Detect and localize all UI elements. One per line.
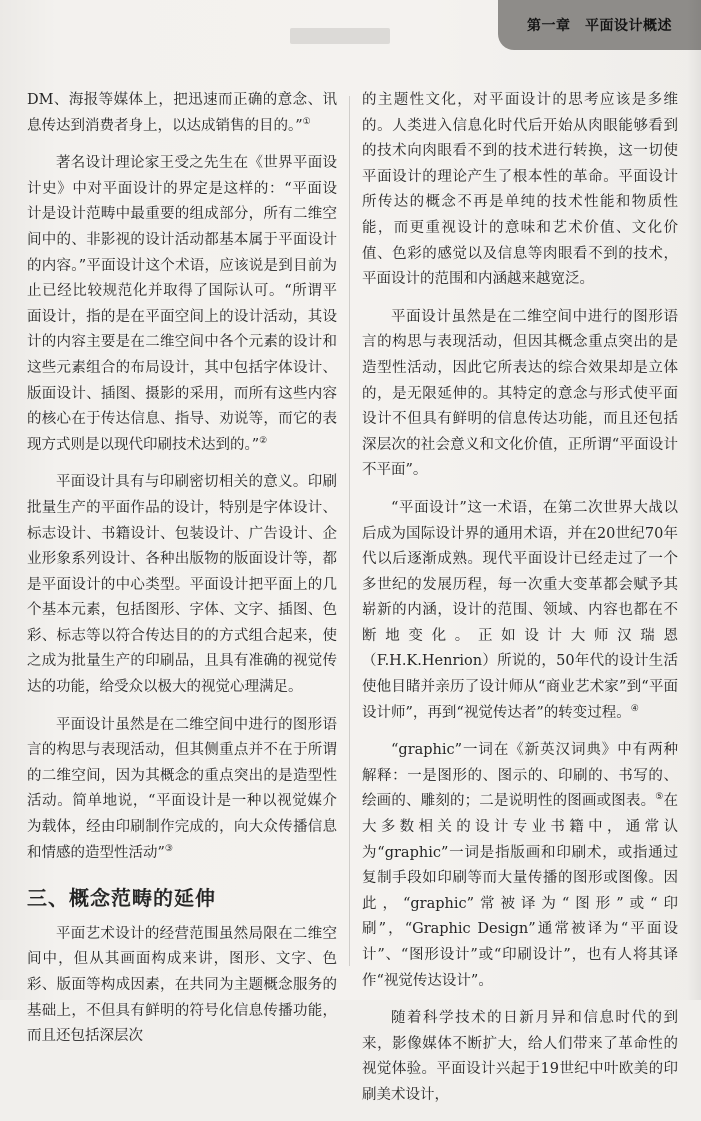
left-column	[27, 88, 337, 1062]
paragraph: “平面设计”这一术语，在第二次世界大战以后成为国际设计界的通用术语，并在20世纪70年代以后逐渐成熟。现代平面设计已经走过了一个多世纪的发展历程，每一次重大变革都会赋予其崭新的内涵，设计的范围、领域、内容也都在不断地变化。正如设计大师汉瑞恩（F.H.K.Henrion）所说的，50年代的设计生活使他目睹并亲历了设计师从“商业艺术家”到“平面设计师”，再到“视觉传达者”的转变过程。④	[362, 499, 678, 721]
footnote-marker: ④	[630, 703, 639, 714]
page-edge-shadow	[687, 0, 701, 1000]
right-column	[362, 88, 678, 1121]
paragraph: 的主题性文化，对平面设计的思考应该是多维的。人类进入信息化时代后开始从肉眼能够看到的技术向肉眼看不到的技术进行转换，这一切使平面设计的理论产生了根本性的革命。平面设计所传达的概念不再是单纯的技术性能和物质性能，而更重视设计的意味和艺术价值、文化价值、色彩的感觉以及信息等肉眼看不到的技术，平面设计的范围和内涵越来越宽泛。	[362, 92, 678, 288]
footnote-marker: ②	[259, 435, 268, 446]
paragraph: 平面设计虽然是在二维空间中进行的图形语言的构思与表现活动，但其侧重点并不在于所谓的二维空间，因为其概念的重点突出的是造型性活动。简单地说，“平面设计是一种以视觉媒介为载体，经由印刷制作完成的，向大众传播信息和情感的造型性活动”③	[27, 716, 337, 861]
footnote-marker: ③	[164, 843, 173, 854]
section-heading: 三、概念范畴的延伸	[27, 886, 216, 911]
paragraph: 随着科学技术的日新月异和信息时代的到来，影像媒体不断扩大，给人们带来了革命性的视觉体验。平面设计兴起于19世纪中叶欧美的印刷美术设计，	[362, 1010, 678, 1103]
paragraph: 平面设计虽然是在二维空间中进行的图形语言的构思与表现活动，但因其概念重点突出的是造型性活动，因此它所表达的综合效果却是立体的，是无限延伸的。其特定的意念与形式使平面设计不但具有鲜明的信息传达功能，而且还包括深层次的社会意义和文化价值，正所谓“平面设计不平面”。	[362, 308, 678, 479]
column-divider	[349, 96, 350, 966]
chapter-header-tab	[498, 0, 701, 50]
faded-header-mark	[290, 28, 390, 44]
paragraph: DM、海报等媒体上，把迅速而正确的意念、讯息传达到消费者身上，以达成销售的目的。”①	[27, 92, 337, 134]
paragraph: 平面设计具有与印刷密切相关的意义。印刷批量生产的平面作品的设计，特别是字体设计、标志设计、书籍设计、包装设计、广告设计、企业形象系列设计、各种出版物的版面设计等，都是平面设计的中心类型。平面设计把平面上的几个基本元素，包括图形、字体、文字、插图、色彩、标志等以符合传达目的的方式组合起来，使之成为批量生产的印刷品，且具有准确的视觉传达的功能，给受众以极大的视觉心理满足。	[27, 474, 337, 696]
paragraph: “graphic”一词在《新英汉词典》中有两种解释：一是图形的、图示的、印刷的、书写的、绘画的、雕刻的；二是说明性的图画或图表。⑤在大多数相关的设计专业书籍中，通常认为“graphic”一词是指版画和印刷术，或指通过复制手段如印刷等而大量传播的图形或图像。因此，“graphic”常被译为“图形”或“印刷”，“Graphic Design”通常被译为“平面设计”、“图形设计”或“印刷设计”，也有人将其译作“视觉传达设计”。	[362, 742, 678, 989]
paragraph: 著名设计理论家王受之先生在《世界平面设计史》中对平面设计的界定是这样的：“平面设计是设计范畴中最重要的组成部分，所有二维空间中的、非影视的设计活动都基本属于平面设计的内容。”平面设计这个术语，应该说是到目前为止已经比较规范化并取得了国际认可。“所谓平面设计，指的是在平面空间上的设计活动，其设计的内容主要是在二维空间中各个元素的设计和这些元素组合的布局设计，其中包括字体设计、版面设计、插图、摄影的采用，而所有这些内容的核心在于传达信息、指导、劝说等，而它的表现方式则是以现代印刷技术达到的。”②	[27, 155, 337, 453]
footnote-marker: ①	[302, 116, 311, 127]
paragraph: 平面艺术设计的经营范围虽然局限在二维空间中，但从其画面构成来讲，图形、文字、色彩、版面等构成因素，在共同为主题概念服务的基础上，不但具有鲜明的符号化信息传播功能，而且还包括深层次	[27, 925, 337, 1045]
chapter-title: 第一章 平面设计概述	[527, 18, 672, 34]
footnote-marker: ⑤	[655, 792, 664, 803]
